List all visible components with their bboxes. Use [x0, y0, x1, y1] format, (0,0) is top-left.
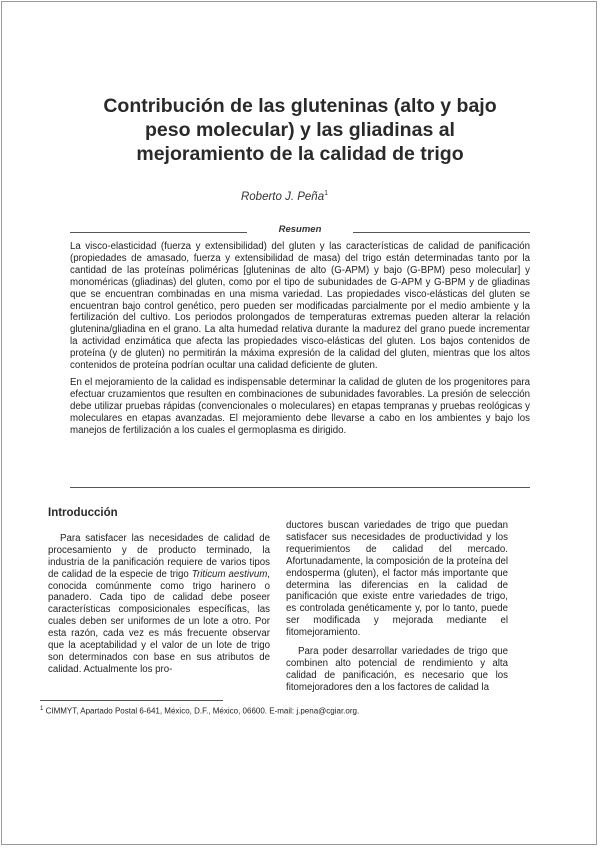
body-paragraph — [48, 533, 270, 676]
body-paragraph: Para poder desarrollar variedades de trigo que combinen alto potencial de rendimiento y alta calidad de panificación, es necesario que los fitomejoradores den a los factores de calidad la — [286, 646, 508, 693]
left-column — [48, 508, 270, 676]
title-line: Contribución de las gluteninas (alto y bajo — [103, 95, 497, 117]
title-line: mejoramiento de la calidad de trigo — [136, 143, 464, 165]
section-heading: Introducción — [48, 507, 118, 519]
author-name: Roberto J. Peña — [240, 190, 325, 203]
abstract-label: Resumen — [247, 224, 353, 235]
author — [0, 190, 600, 203]
author-footnote-mark: 1 — [324, 190, 328, 197]
right-column — [286, 520, 508, 694]
abstract-bottom-rule — [70, 487, 530, 488]
abstract — [70, 241, 530, 442]
footnote-text: CIMMYT, Apartado Postal 6-641, México, D.F., México, 06600. E-mail: j.pena@cgiar.org. — [45, 706, 360, 716]
title-line: peso molecular) y las gliadinas al — [145, 119, 455, 141]
footnote-rule — [40, 700, 223, 701]
abstract-paragraph: La visco-elasticidad (fuerza y extensibilidad) del gluten y las características de calidad de panificación (propiedades de amasado, fuerza y extensibilidad de masa) del trigo están determinadas tanto por la cantidad de las proteínas poliméricas [gluteninas de alto (G-APM) y bajo (G-BPM) peso molecular] y monoméricas (gliadinas) del gluten, como por el tipo de subunidades de G-APM y G-BPM y de gliadinas que se encuentran combinadas en una misma variedad. Las propiedades visco-elásticas del gluten se encuentran bajo control genético, pero pueden ser modificadas parcialmente por el medio ambiente y la fertilización del cultivo. Los periodos prolongados de temperaturas extremas pueden alterar la relación glutenina/gliadina en el grano. La alta humedad relativa durante la madurez del grano puede incrementar la actividad enzimática que afecta las propiedades visco-elásticas del gluten. Los bajos contenidos de proteína (y de gluten) no permitirán la máxima expresión de la calidad del gluten, mientras que los altos contenidos de proteína podrían ocultar una calidad deficiente de gluten. — [70, 241, 530, 372]
body-text: Para satisfacer las necesidades de calidad de procesamiento y de producto terminado, la industria de la panificación requiere de varios tipos de calidad de la especie de trigo — [48, 532, 270, 580]
species-name: Triticum aestivum — [191, 568, 268, 580]
article-title — [40, 94, 560, 166]
body-text: , conocida comúnmente como trigo harinero o panadero. Cada tipo de calidad debe poseer características composicionales específicas, las cuales deben ser uniformes de un lote a otro. Por esta razón, cada vez es más frecuente observar que la aceptabilidad y el valor de un lote de trigo son determinados con base en sus atributos de calidad. Actualmente los pro- — [48, 568, 270, 675]
footnote — [40, 706, 560, 716]
body-paragraph: ductores buscan variedades de trigo que puedan satisfacer sus necesidades de productividad y los requerimientos de calidad del mercado. Afortunadamente, la composición de la proteína del endosperma (gluten), el factor más importante que determina las diferencias en la calidad de panificación que existe entre variedades de trigo, es controlada genéticamente y, por lo tanto, puede ser modificada y mejorada mediante el fitomejoramiento. — [286, 520, 508, 639]
abstract-paragraph: En el mejoramiento de la calidad es indispensable determinar la calidad de gluten de los progenitores para efectuar cruzamientos que resulten en combinaciones de subunidades favorables. La presión de selección debe utilizar pruebas rápidas (convencionales o moleculares) en etapas tempranas y pruebas reológicas y moleculares en etapas avanzadas. El mejoramiento debe llevarse a cabo en los ambientes y bajo los manejos de fertilización a los cuales el germoplasma es dirigido. — [70, 376, 530, 436]
footnote-mark: 1 — [40, 706, 44, 712]
